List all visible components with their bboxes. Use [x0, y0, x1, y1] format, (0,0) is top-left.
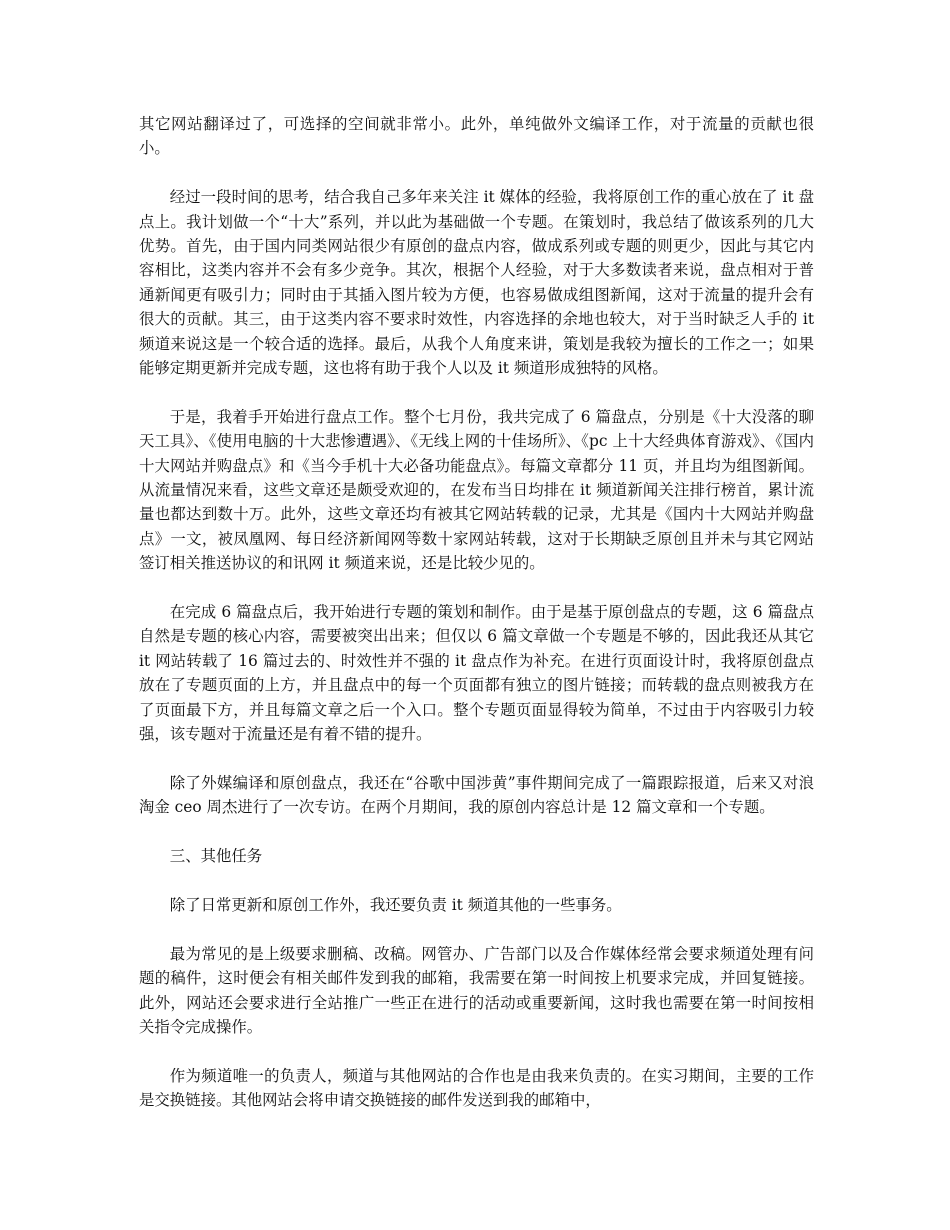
paragraph-other-duties: 除了日常更新和原创工作外，我还要负责 it 频道其他的一些事务。 — [169, 895, 622, 914]
paragraph-special-topic: 在完成 6 篇盘点后，我开始进行专题的策划和制作。由于是基于原创盘点的专题，这 6 篇盘点自然是专题的核心内容，需要被突出出来；但仅以 6 篇文章做一个专题是不够的，因此我还从其它 it 网站转载了 16 篇过去的、时效性并不强的 it 盘点作为补充。在进行页面设计时，我将原创盘点放在了专题页面的上方，并且盘点中的每一个页面都有独立的图片链接；而转载的盘点则被我方在了页面最下方，并且每篇文章之后一个入口。整个专题页面显得较为简单，不过由于内容吸引力较强，该专题对于流量还是有着不错的提升。 — [139, 603, 814, 744]
section-heading-other-tasks: 三、其他任务 — [169, 847, 263, 866]
paragraph-original-work-focus: 经过一段时间的思考，结合我自己多年来关注 it 媒体的经验，我将原创工作的重心放在了 it 盘点上。我计划做一个“十大”系列，并以此为基础做一个专题。在策划时，我总结了做该系列的几大优势。首先，由于国内同类网站很少有原创的盘点内容，做成系列或专题的则更少，因此与其它内容相比，这类内容并不会有多少竞争。其次，根据个人经验，对于大多数读者来说，盘点相对于普通新闻更有吸引力；同时由于其插入图片较为方便，也容易做成组图新闻，这对于流量的提升会有很大的贡献。其三，由于这类内容不要求时效性，内容选择的余地也较大，对于当时缺乏人手的 it 频道来说这是一个较合适的选择。最后，从我个人角度来讲，策划是我较为擅长的工作之一；如果能够定期更新并完成专题，这也将有助于我个人以及 it 频道形成独特的风格。 — [139, 188, 815, 378]
paragraph-continued: 其它网站翻译过了，可选择的空间就非常小。此外，单纯做外文编译工作，对于流量的贡献也很小。 — [139, 115, 814, 158]
paragraph-partnerships: 作为频道唯一的负责人，频道与其他网站的合作也是由我来负责的。在实习期间，主要的工作是交换链接。其他网站会将申请交换链接的邮件发送到我的邮箱中， — [139, 1066, 814, 1110]
paragraph-ranking-articles: 于是，我着手开始进行盘点工作。整个七月份，我共完成了 6 篇盘点，分别是《十大没落的聊天工具》、《使用电脑的十大悲惨遭遇》、《无线上网的十佳场所》、《pc 上十大经典体育游戏》、《国内十大网站并购盘点》和《当今手机十大必备功能盘点》。每篇文章都分 11 页，并且均为组图新闻。从流量情况来看，这些文章还是颇受欢迎的，在发布当日均排在 it 频道新闻关注排行榜首，累计流量也都达到数十万。此外，这些文章还均有被其它网站转载的记录，尤其是《国内十大网站并购盘点》一文，被凤凰网、每日经济新闻网等数十家网站转载，这对于长期缺乏原创且并未与其它网站签订相关推送协议的和讯网 it 频道来说，还是比较少见的。 — [139, 407, 814, 573]
document-page — [139, 112, 814, 1137]
paragraph-edit-requests: 最为常见的是上级要求删稿、改稿。网管办、广告部门以及合作媒体经常会要求频道处理有问题的稿件，这时便会有相关邮件发到我的邮箱，我需要在第一时间按上机要求完成，并回复链接。此外，网站还会要求进行全站推广一些正在进行的活动或重要新闻，这时我也需要在第一时间按相关指令完成操作。 — [139, 944, 814, 1036]
paragraph-interview: 除了外媒编译和原创盘点，我还在“谷歌中国涉黄”事件期间完成了一篇跟踪报道，后来又对浪淘金 ceo 周杰进行了一次专访。在两个月期间，我的原创内容总计是 12 篇文章和一个专题。 — [139, 773, 814, 817]
